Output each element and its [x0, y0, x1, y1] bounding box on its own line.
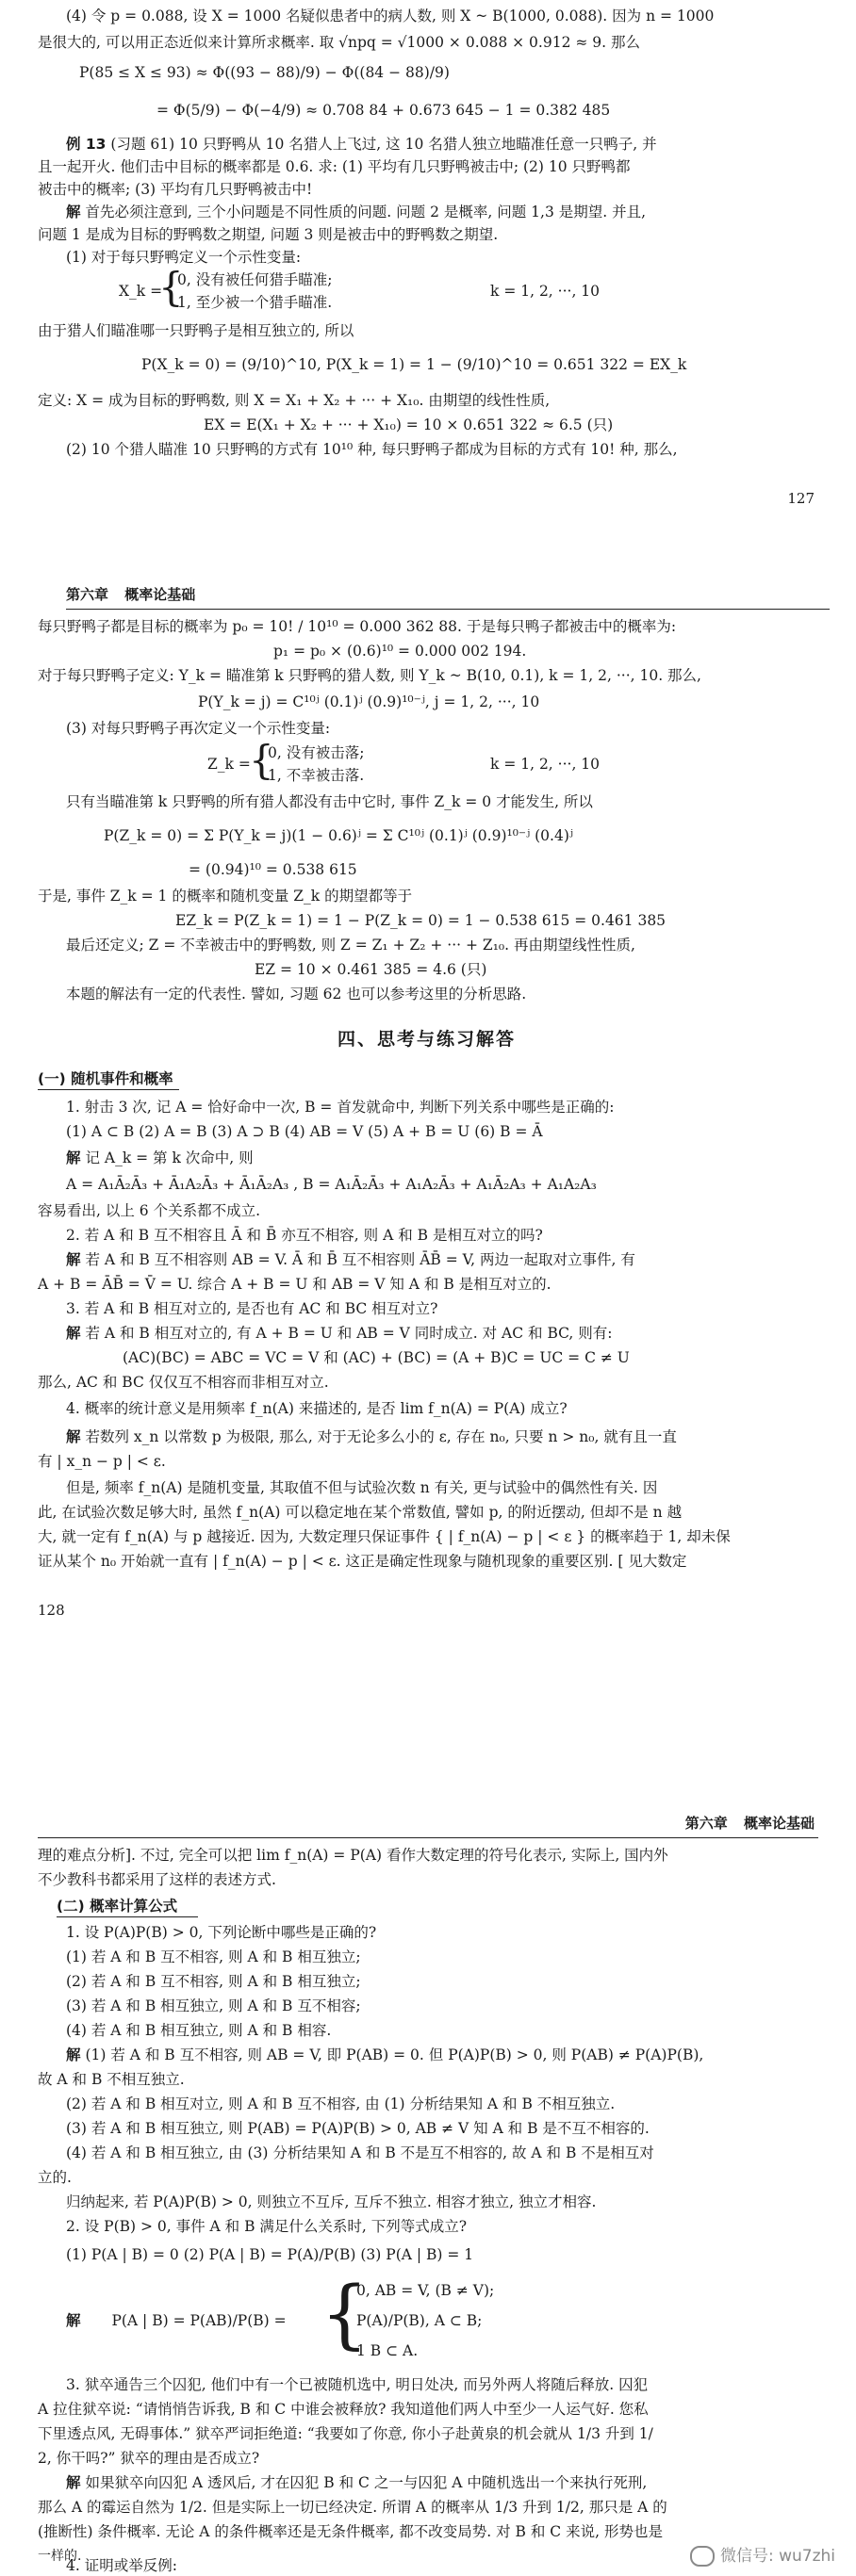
formula-line: (AC)(BC) = ABC = VC = V 和 (AC) + (BC) = (A + B)C = UC = C ≠ U — [123, 1349, 630, 1366]
text-line: (1) 若 A 和 B 互不相容, 则 A 和 B 相互独立; — [66, 1948, 361, 1965]
section-heading: 四、思考与练习解答 — [337, 1029, 517, 1050]
text-line: 归纳起来, 若 P(A)P(B) > 0, 则独立不互斥, 互斥不独立. 相容才独立, 独立才相容. — [66, 2193, 597, 2210]
solution-line — [66, 1249, 635, 1270]
text-line: 3. 狱卒通告三个囚犯, 他们中有一个已被随机选中, 明日处决, 而另外两人将随后释放. 囚犯 — [66, 2376, 649, 2393]
text-line: 是很大的, 可以用正态近似来计算所求概率. 取 √npq = √1000 × 0.088 × 0.912 ≈ 9. 那么 — [38, 34, 640, 51]
watermark-text: 微信号: wu7zhi — [719, 2547, 835, 2566]
text-line: (3) 对每只野鸭子再次定义一个示性变量: — [66, 720, 331, 737]
text-line: 问题 1 是成为目标的野鸭数之期望, 问题 3 则是被击中的野鸭数之期望. — [38, 226, 499, 243]
solution-line — [66, 1148, 254, 1168]
page-number: 127 — [787, 490, 815, 507]
text-line: (4) 若 A 和 B 相互独立, 由 (3) 分析结果知 A 和 B 不是互不相容的, 故 A 和 B 不是相互对 — [66, 2144, 654, 2161]
case-line: 0, 没有被击落; — [268, 744, 365, 761]
solution-line — [66, 202, 646, 222]
solution-label: 解 — [66, 1149, 81, 1166]
solution-text: P(A | B) = P(AB)/P(B) = — [111, 2312, 287, 2329]
header-title: 概率论基础 — [124, 586, 196, 603]
text-line: 3. 若 A 和 B 相互对立的, 是否也有 AC 和 BC 相互对立? — [66, 1300, 438, 1317]
header-title: 概率论基础 — [743, 1815, 815, 1832]
solution-line — [66, 2310, 287, 2331]
text-line: 4. 证明或举反例: — [66, 2557, 177, 2574]
formula-line: P(X_k = 0) = (9/10)^10, P(X_k = 1) = 1 − (9/10)^10 = 0.651 322 = EX_k — [141, 356, 687, 373]
text-line: 此, 在试验次数足够大时, 虽然 f_n(A) 可以稳定地在某个常数值, 譬如 p, 的附近摆动, 但却不是 n 越 — [38, 1504, 683, 1521]
solution-line — [66, 2472, 647, 2493]
page-number: 128 — [38, 1602, 65, 1619]
case-range: k = 1, 2, ···, 10 — [490, 756, 601, 773]
text-line: (1) A ⊂ B (2) A = B (3) A ⊃ B (4) AB = V (5) A + B = U (6) B = Ā — [66, 1123, 543, 1140]
text-line: 1. 设 P(A)P(B) > 0, 下列论断中哪些是正确的? — [66, 1924, 377, 1941]
brace: { — [249, 737, 274, 783]
page-129 — [0, 1809, 856, 2576]
running-header — [66, 584, 195, 605]
solution-line — [66, 1323, 613, 1344]
text-line: 2. 设 P(B) > 0, 事件 A 和 B 满足什么关系时, 下列等式成立? — [66, 2218, 468, 2235]
zk-label: Z_k = — [207, 756, 251, 773]
example-text: (习题 61) 10 只野鸭从 10 名猎人上飞过, 这 10 名猎人独立地瞄准任意一只鸭子, 并 — [110, 136, 657, 153]
solution-text: 若数列 x_n 以常数 p 为极限, 那么, 对于无论多么小的 ε, 存在 n₀, 只要 n > n₀, 就有且一直 — [85, 1428, 677, 1445]
case-line: 1, 至少被一个猎手瞄准. — [177, 294, 333, 311]
text-line: 故 A 和 B 不相互独立. — [38, 2071, 185, 2088]
solution-text: 如果狱卒向囚犯 A 透风后, 才在囚犯 B 和 C 之一与囚犯 A 中随机选出一个来执行死刑, — [85, 2474, 648, 2491]
text-line: A 拉住狱卒说: “请悄悄告诉我, B 和 C 中谁会被释放? 我知道他们两人中至少一人运气好. 您私 — [38, 2401, 649, 2418]
subsection-heading: (一) 随机事件和概率 — [38, 1070, 173, 1087]
text-line: 有 | x_n − p | < ε. — [38, 1453, 166, 1470]
header-rule — [66, 609, 830, 610]
subsection-rule — [38, 1089, 179, 1090]
solution-text: 首先必须注意到, 三个小问题是不同性质的问题. 问题 2 是概率, 问题 1,3 是期望. 并且, — [85, 204, 647, 220]
formula-line: = (0.94)¹⁰ = 0.538 615 — [189, 861, 357, 878]
solution-line — [66, 2045, 703, 2065]
formula-line: EX = E(X₁ + X₂ + ··· + X₁₀) = 10 × 0.651 322 ≈ 6.5 (只) — [204, 416, 614, 433]
running-header — [685, 1813, 815, 1834]
brace: { — [158, 264, 184, 310]
subsection-rule — [57, 1916, 198, 1917]
text-line: 大, 就一定有 f_n(A) 与 p 越接近. 因为, 大数定理只保证事件 { | f_n(A) − p | < ε } 的概率趋于 1, 却未保 — [38, 1528, 731, 1545]
solution-line — [66, 1427, 677, 1447]
formula-line: EZ_k = P(Z_k = 1) = 1 − P(Z_k = 0) = 1 − 0.538 615 = 0.461 385 — [175, 912, 667, 929]
text-line: 每只野鸭子都是目标的概率为 p₀ = 10! / 10¹⁰ = 0.000 362 88. 于是每只鸭子都被击中的概率为: — [38, 618, 677, 635]
text-line: 一样的. — [38, 2549, 82, 2564]
solution-label: 解 — [66, 2474, 81, 2491]
page-gap — [0, 1753, 856, 1809]
text-line: 容易看出, 以上 6 个关系都不成立. — [38, 1202, 260, 1219]
formula-line: EZ = 10 × 0.461 385 = 4.6 (只) — [255, 961, 487, 978]
case-range: k = 1, 2, ···, 10 — [490, 283, 601, 300]
solution-label: 解 — [66, 1325, 81, 1342]
text-line: 那么, AC 和 BC 仅仅互不相容而非相互对立. — [38, 1374, 329, 1391]
solution-label: 解 — [66, 204, 81, 220]
text-line: 2, 你干吗?” 狱卒的理由是否成立? — [38, 2450, 260, 2467]
text-line: 只有当瞄准第 k 只野鸭的所有猎人都没有击中它时, 事件 Z_k = 0 才能发生, 所以 — [66, 793, 593, 810]
formula-line: P(Y_k = j) = C¹⁰ʲ (0.1)ʲ (0.9)¹⁰⁻ʲ, j = 1, 2, ···, 10 — [198, 693, 540, 710]
text-line: 最后还定义; Z = 不幸被击中的野鸭数, 则 Z = Z₁ + Z₂ + ··· + Z₁₀. 再由期望线性性质, — [66, 937, 635, 954]
formula-line: (1) P(A | B) = 0 (2) P(A | B) = P(A)/P(B) (3) P(A | B) = 1 — [66, 2246, 474, 2263]
text-line: (1) 对于每只野鸭定义一个示性变量: — [66, 249, 302, 266]
case-line: 0, 没有被任何猎手瞄准; — [177, 271, 333, 288]
xk-label: X_k = — [119, 283, 163, 300]
solution-text: 记 A_k = 第 k 次命中, 则 — [85, 1149, 254, 1166]
text-line: 被击中的概率; (3) 平均有几只野鸭被击中! — [38, 181, 313, 198]
wechat-icon — [690, 2546, 715, 2567]
text-line: 证从某个 n₀ 开始就一直有 | f_n(A) − p | < ε. 这正是确定性现象与随机现象的重要区别. [ 见大数定 — [38, 1553, 687, 1570]
page-gap — [0, 528, 856, 575]
text-line: 理的难点分析]. 不过, 完全可以把 lim f_n(A) = P(A) 看作大数定理的符号化表示, 实际上, 国内外 — [38, 1847, 668, 1864]
text-line: A + B = ĀB̄ = V̄ = U. 综合 A + B = U 和 AB = V 知 A 和 B 是相互对立的. — [38, 1276, 551, 1293]
brace: { — [321, 2270, 369, 2357]
formula-line: P(Z_k = 0) = Σ P(Y_k = j)(1 − 0.6)ʲ = Σ C¹⁰ʲ (0.1)ʲ (0.9)¹⁰⁻ʲ (0.4)ʲ — [104, 827, 573, 844]
text-line: (2) 若 A 和 B 相互对立, 则 A 和 B 互不相容, 由 (1) 分析结果知 A 和 B 不相互独立. — [66, 2095, 616, 2112]
text-line: 1. 射击 3 次, 记 A = 恰好命中一次, B = 首发就命中, 判断下列关系中哪些是正确的: — [66, 1099, 615, 1116]
text-line: 于是, 事件 Z_k = 1 的概率和随机变量 Z_k 的期望都等于 — [38, 888, 413, 905]
text-line: 下里透点风, 无碍事体.” 狱卒严词拒绝道: “我要如了你意, 你小子赴黄泉的机会就从 1/3 升到 1/ — [38, 2425, 653, 2442]
page-127 — [0, 0, 856, 528]
text-line: 立的. — [38, 2169, 72, 2186]
text-line: (2) 若 A 和 B 互不相容, 则 A 和 B 相互独立; — [66, 1973, 361, 1990]
example-line — [66, 134, 657, 155]
solution-text: 若 A 和 B 相互对立的, 有 A + B = U 和 AB = V 同时成立. 对 AC 和 BC, 则有: — [85, 1325, 613, 1342]
page-128 — [0, 575, 856, 1753]
text-line: 但是, 频率 f_n(A) 是随机变量, 其取值不但与试验次数 n 有关, 更与试验中的偶然性有关. 因 — [66, 1479, 658, 1496]
example-label: 例 13 — [66, 136, 107, 153]
text-line: 且一起开火. 他们击中目标的概率都是 0.6. 求: (1) 平均有几只野鸭被击中; (2) 10 只野鸭都 — [38, 158, 631, 175]
header-chapter: 第六章 — [66, 586, 109, 603]
formula-line: = Φ(5/9) − Φ(−4/9) ≈ 0.708 84 + 0.673 645 − 1 = 0.382 485 — [156, 102, 611, 119]
text-line: 不少教科书都采用了这样的表述方式. — [38, 1871, 276, 1888]
solution-label: 解 — [66, 2312, 81, 2329]
formula-line: p₁ = p₀ × (0.6)¹⁰ = 0.000 002 194. — [273, 643, 527, 660]
header-chapter: 第六章 — [684, 1815, 728, 1832]
case-line: 0, AB = V, (B ≠ V); — [356, 2282, 495, 2299]
watermark — [690, 2542, 835, 2567]
formula-line: A = A₁Ā₂Ā₃ + Ā₁A₂Ā₃ + Ā₁Ā₂A₃ , B = A₁Ā₂Ā₃ + A₁A₂Ā₃ + A₁Ā₂A₃ + A₁A₂A₃ — [66, 1176, 597, 1193]
text-line: 那么 A 的霉运自然为 1/2. 但是实际上一切已经决定. 所谓 A 的概率从 1/3 升到 1/2, 那只是 A 的 — [38, 2499, 667, 2516]
case-line: P(A)/P(B), A ⊂ B; — [356, 2312, 483, 2329]
text-line: 对于每只野鸭子定义: Y_k = 瞄准第 k 只野鸭的猎人数, 则 Y_k ~ B(10, 0.1), k = 1, 2, ···, 10. 那么, — [38, 667, 701, 684]
solution-label: 解 — [66, 1251, 81, 1268]
text-line: (3) 若 A 和 B 相互独立, 则 A 和 B 互不相容; — [66, 1997, 361, 2014]
case-line: 1, 不幸被击落. — [268, 767, 365, 784]
text-line: (推断性) 条件概率. 无论 A 的条件概率还是无条件概率, 都不改变局势. 对 B 和 C 来说, 形势也是 — [38, 2523, 663, 2540]
header-rule — [38, 1837, 818, 1838]
text-line: 2. 若 A 和 B 互不相容且 Ā 和 B̄ 亦互不相容, 则 A 和 B 是相互对立的吗? — [66, 1227, 543, 1244]
solution-label: 解 — [66, 1428, 81, 1445]
text-line: (4) 若 A 和 B 相互独立, 则 A 和 B 相容. — [66, 2022, 332, 2039]
text-line: 由于猎人们瞄准哪一只野鸭子是相互独立的, 所以 — [38, 322, 354, 339]
solution-text: (1) 若 A 和 B 互不相容, 则 AB = V, 即 P(AB) = 0. 但 P(A)P(B) > 0, 则 P(AB) ≠ P(A)P(B), — [85, 2046, 704, 2063]
text-line: (4) 令 p = 0.088, 设 X = 1000 名疑似患者中的病人数, 则 X ~ B(1000, 0.088). 因为 n = 1000 — [66, 8, 715, 24]
text-line: (2) 10 个猎人瞄准 10 只野鸭的方式有 10¹⁰ 种, 每只野鸭子都成为目标的方式有 10! 种, 那么, — [66, 441, 678, 458]
text-line: 本题的解法有一定的代表性. 譬如, 习题 62 也可以参考这里的分析思路. — [66, 986, 527, 1003]
text-line: (3) 若 A 和 B 相互独立, 则 P(AB) = P(A)P(B) > 0, AB ≠ V 知 A 和 B 是不互不相容的. — [66, 2120, 650, 2137]
solution-label: 解 — [66, 2046, 81, 2063]
subsection-heading: (二) 概率计算公式 — [57, 1898, 178, 1915]
case-line: 1 B ⊂ A. — [356, 2342, 419, 2359]
solution-text: 若 A 和 B 互不相容则 AB = V. Ā 和 B̄ 互不相容则 ĀB̄ = V, 两边一起取对立事件, 有 — [85, 1251, 635, 1268]
text-line: 定义: X = 成为目标的野鸭数, 则 X = X₁ + X₂ + ··· + X₁₀. 由期望的线性性质, — [38, 392, 551, 409]
formula-line: P(85 ≤ X ≤ 93) ≈ Φ((93 − 88)/9) − Φ((84 − 88)/9) — [79, 64, 450, 81]
text-line: 4. 概率的统计意义是用频率 f_n(A) 来描述的, 是否 lim f_n(A) = P(A) 成立? — [66, 1400, 568, 1417]
